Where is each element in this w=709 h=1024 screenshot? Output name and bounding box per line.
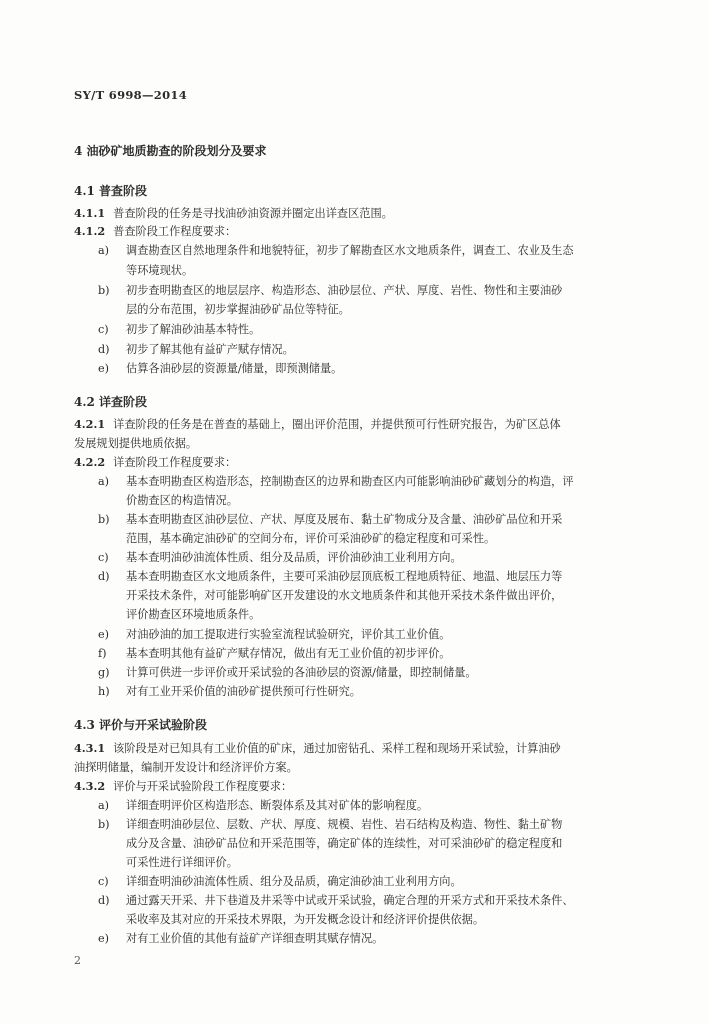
list-item: c) 基本查明油砂油流体性质、组分及品质，评价油砂油工业利用方向。 — [98, 551, 462, 564]
clause-number: 4.1.1 — [74, 206, 106, 220]
list-item: e) 估算各油砂层的资源量/储量，即预测储量。 — [98, 362, 343, 375]
clause-4-3-1 — [74, 742, 561, 755]
list-item: d) 基本查明勘查区水文地质条件，主要可采油砂层顶底板工程地质特征、地温、地层压力等 — [98, 570, 563, 583]
list-item-continuation: 评价勘查区环境地质条件。 — [126, 608, 261, 621]
section-4-1-title: 4.1 普查阶段 — [74, 184, 148, 198]
clause-4-1-2 — [74, 225, 236, 238]
standard-code-header: SY/T 6998—2014 — [74, 88, 187, 102]
list-item: c) 详细查明油砂油流体性质、组分及品质，确定油砂油工业利用方向。 — [98, 875, 462, 888]
list-item: f) 基本查明其他有益矿产赋存情况，做出有无工业价值的初步评价。 — [98, 647, 451, 660]
clause-number: 4.2.2 — [74, 455, 106, 469]
list-item: d) 初步了解其他有益矿产赋存情况。 — [98, 343, 294, 356]
list-item: b) 详细查明油砂层位、层数、产状、厚度、规模、岩性、岩石结构及构造、物性、黏土矿物 — [98, 818, 563, 831]
clause-text: 详查阶段工作程度要求： — [113, 456, 237, 469]
clause-number: 4.3.1 — [74, 741, 106, 755]
list-item-continuation: 采收率及其对应的开采技术界限，为开发概念设计和经济评价提供依据。 — [126, 913, 485, 926]
clause-text: 该阶段是对已知具有工业价值的矿床，通过加密钻孔、采样工程和现场开采试验，计算油砂 — [113, 742, 561, 755]
clause-text: 详查阶段的任务是在普查的基础上，圈出评价范围，并提供预可行性研究报告，为矿区总体 — [113, 418, 561, 431]
list-item: a) 基本查明勘查区构造形态，控制勘查区的边界和勘查区内可能影响油砂矿藏划分的构造，评 — [98, 475, 574, 488]
clause-4-2-2 — [74, 456, 236, 469]
list-item-continuation: 层的分布范围，初步掌握油砂矿品位等特征。 — [126, 303, 350, 316]
list-item: b) 基本查明勘查区油砂层位、产状、厚度及展布、黏土矿物成分及含量、油砂矿品位和开采 — [98, 513, 563, 526]
section-4-title: 4 油砂矿地质勘查的阶段划分及要求 — [74, 144, 267, 158]
clause-text: 普查阶段工作程度要求： — [113, 225, 237, 238]
clause-4-3-2 — [74, 780, 292, 793]
clause-continuation: 发展规划提供地质依据。 — [74, 437, 198, 450]
list-item: d) 通过露天开采、井下巷道及井采等中试或开采试验，确定合理的开采方式和开采技术条件、 — [98, 894, 574, 907]
list-item-continuation: 可采性进行详细评价。 — [126, 856, 238, 869]
list-item: g) 计算可供进一步评价或开采试验的各油砂层的资源/储量，即控制储量。 — [98, 666, 477, 679]
page-number: 2 — [74, 954, 81, 967]
list-item-continuation: 价勘查区的构造情况。 — [126, 494, 238, 507]
section-4-2-title: 4.2 详查阶段 — [74, 395, 148, 409]
clause-4-1-1 — [74, 207, 393, 220]
list-item: h) 对有工业开采价值的油砂矿提供预可行性研究。 — [98, 685, 361, 698]
clause-number: 4.3.2 — [74, 779, 106, 793]
clause-text: 普查阶段的任务是寻找油砂油资源并圈定出详查区范围。 — [113, 207, 393, 220]
list-item-continuation: 范围，基本确定油砂矿的空间分布，评价可采油砂矿的稳定程度和可采性。 — [126, 532, 496, 545]
list-item-continuation: 成分及含量、油砂矿品位和开采范围等，确定矿体的连续性，对可采油砂矿的稳定程度和 — [126, 837, 563, 850]
section-4-3-title: 4.3 评价与开采试验阶段 — [74, 718, 208, 732]
clause-number: 4.1.2 — [74, 224, 106, 238]
list-item-continuation: 等环境现状。 — [126, 264, 194, 277]
clause-number: 4.2.1 — [74, 417, 106, 431]
list-item-continuation: 开采技术条件，对可能影响矿区开发建设的水文地质条件和其他开采技术条件做出评价， — [126, 589, 563, 602]
clause-4-2-1 — [74, 418, 561, 431]
list-item: c) 初步了解油砂油基本特性。 — [98, 323, 261, 336]
list-item: a) 调查勘查区自然地理条件和地貌特征，初步了解勘查区水文地质条件，调查工、农业及生态 — [98, 244, 574, 257]
clause-text: 评价与开采试验阶段工作程度要求： — [113, 780, 293, 793]
list-item: a) 详细查明评价区构造形态、断裂体系及其对矿体的影响程度。 — [98, 799, 429, 812]
list-item: b) 初步查明勘查区的地层层序、构造形态、油砂层位、产状、厚度、岩性、物性和主要油砂 — [98, 284, 563, 297]
clause-continuation: 油探明储量，编制开发设计和经济评价方案。 — [74, 761, 298, 774]
list-item: e) 对油砂油的加工提取进行实验室流程试验研究，评价其工业价值。 — [98, 628, 451, 641]
list-item: e) 对有工业价值的其他有益矿产详细查明其赋存情况。 — [98, 932, 384, 945]
